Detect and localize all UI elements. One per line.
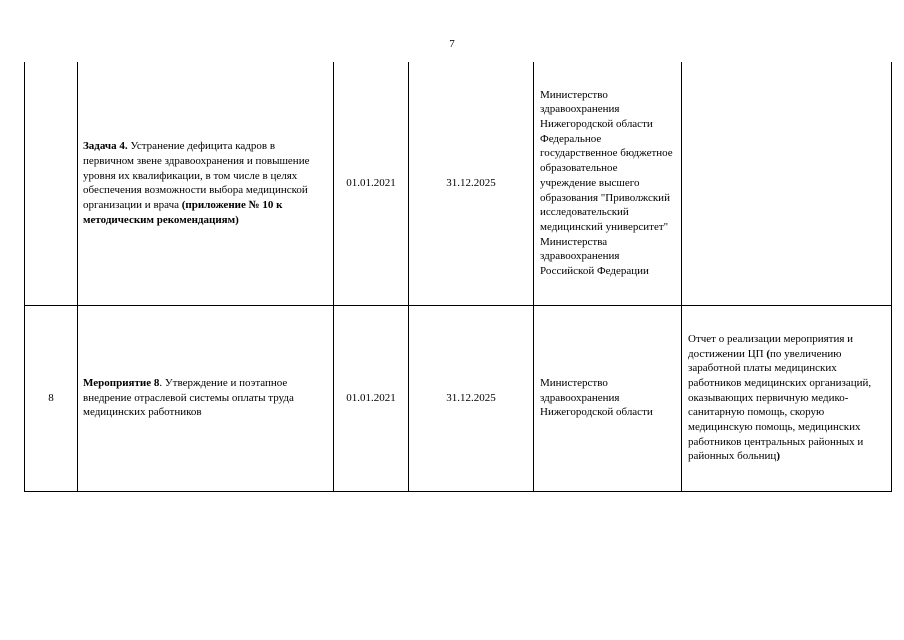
result-cell bbox=[682, 62, 892, 305]
result-paren-close: ) bbox=[776, 450, 780, 463]
task-cell bbox=[78, 62, 334, 305]
task-title: Задача 4. bbox=[83, 140, 128, 153]
task-description: Устранение дефицита кадров в первичном звене здравоохранения и повышение уровня их квалификации, в том числе в целях обеспечения возможности выбора медицинской организации и врача bbox=[83, 140, 310, 211]
result-paren-open: ( bbox=[766, 347, 771, 360]
start-date-cell: 01.01.2021 bbox=[334, 62, 409, 305]
task-title: Мероприятие 8 bbox=[83, 376, 160, 389]
table-row bbox=[25, 62, 892, 305]
end-date-cell: 31.12.2025 bbox=[409, 62, 534, 305]
start-date-cell: 01.01.2021 bbox=[334, 305, 409, 491]
row-number-cell: 8 bbox=[25, 305, 78, 491]
result-text: Отчет о реализации мероприятия и достижении ЦП bbox=[688, 332, 854, 360]
task-description: . Утверждение и поэтапное внедрение отраслевой системы оплаты труда медицинских работников bbox=[83, 376, 294, 419]
page-number: 7 bbox=[449, 38, 455, 50]
result-cell bbox=[682, 305, 892, 491]
table-row bbox=[25, 305, 892, 491]
responsible-cell: Министерство здравоохранения Нижегородской области bbox=[534, 305, 682, 491]
responsible-cell: Министерство здравоохранения Нижегородской области Федеральное государственное бюджетное образовательное учреждение высшего образования "Приволжский исследовательский медицинский университет" Министерства здравоохранения Российской Федерации bbox=[534, 62, 682, 305]
task-appendix-reference: (приложение № 10 к методическим рекомендациям) bbox=[83, 198, 283, 226]
row-number-cell bbox=[25, 62, 78, 305]
plan-table-container bbox=[24, 62, 892, 492]
result-details: по увеличению заработной платы медицинских работников медицинских организаций, оказывающих первичную медико-санитарную помощь, скорую медицинскую помощь, медицинских работников центральных районных и районных больниц bbox=[688, 347, 872, 463]
end-date-cell: 31.12.2025 bbox=[409, 305, 534, 491]
plan-table bbox=[24, 62, 892, 492]
task-cell bbox=[78, 305, 334, 491]
